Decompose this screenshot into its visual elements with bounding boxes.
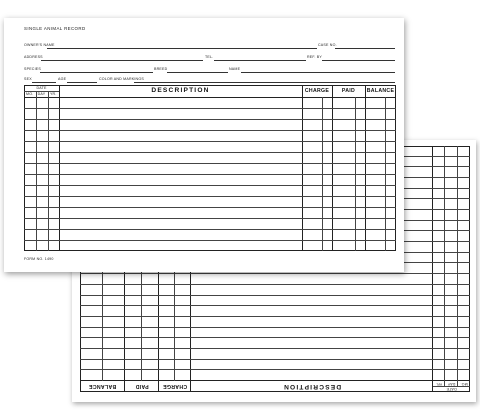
front-header-description: DESCRIPTION bbox=[151, 87, 210, 94]
front-header-divider bbox=[24, 97, 396, 98]
back-header-balance: BALANCE bbox=[88, 383, 117, 389]
ref-by-line[interactable] bbox=[322, 60, 395, 61]
tel-label: TEL. bbox=[205, 55, 214, 59]
back-col-date-end bbox=[432, 146, 433, 392]
breed-label: BREED bbox=[154, 67, 168, 71]
front-row-line bbox=[24, 163, 396, 164]
back-row-line bbox=[80, 273, 470, 274]
back-header-day: DAY bbox=[447, 382, 456, 386]
front-row-line bbox=[24, 108, 396, 109]
back-row-line bbox=[80, 284, 470, 285]
front-record-card bbox=[4, 18, 404, 272]
back-header-mo: MO. bbox=[460, 382, 468, 386]
back-col-day-yr bbox=[444, 146, 445, 387]
front-row-line bbox=[24, 141, 396, 142]
front-header-charge: CHARGE bbox=[304, 88, 330, 94]
front-col-day-yr bbox=[48, 91, 49, 251]
name-label: NAME bbox=[229, 67, 241, 71]
front-row-line bbox=[24, 218, 396, 219]
front-row-line bbox=[24, 207, 396, 208]
front-header-day: DAY bbox=[37, 92, 46, 96]
name-line[interactable] bbox=[241, 72, 395, 73]
address-line[interactable] bbox=[41, 60, 203, 61]
back-row-line bbox=[80, 359, 470, 360]
back-row-line bbox=[80, 295, 470, 296]
front-header-date: DATE bbox=[36, 86, 47, 90]
front-row-line bbox=[24, 152, 396, 153]
front-row-line bbox=[24, 240, 396, 241]
front-col-charge-end bbox=[332, 85, 333, 251]
front-header-mo: MO. bbox=[26, 92, 34, 96]
address-label: ADDRESS bbox=[24, 55, 43, 59]
case-no-label: CASE NO. bbox=[318, 43, 337, 47]
front-header-balance: BALANCE bbox=[366, 88, 395, 94]
age-line[interactable] bbox=[67, 82, 97, 83]
back-header-description: DESCRIPTION bbox=[282, 383, 342, 390]
back-header-divider bbox=[80, 380, 470, 381]
ref-by-label: REF. BY bbox=[307, 55, 322, 59]
color-markings-line[interactable] bbox=[134, 82, 395, 83]
breed-line[interactable] bbox=[167, 72, 228, 73]
owner-name-line[interactable] bbox=[47, 48, 317, 49]
tel-line[interactable] bbox=[214, 60, 306, 61]
form-number: FORM NO. 1490 bbox=[24, 257, 54, 261]
front-header-paid: PAID bbox=[341, 88, 356, 94]
back-header-date: DATE bbox=[446, 387, 457, 392]
owner-name-label: OWNER'S NAME bbox=[24, 43, 55, 47]
back-col-mo-day bbox=[457, 146, 458, 387]
front-col-mo-day bbox=[36, 91, 37, 251]
back-row-line bbox=[80, 316, 470, 317]
back-row-line bbox=[80, 305, 470, 306]
front-col-date-end bbox=[59, 85, 60, 251]
sex-label: SEX bbox=[24, 77, 32, 81]
back-header-charge: CHARGE bbox=[162, 383, 188, 389]
back-row-line bbox=[80, 348, 470, 349]
back-row-line bbox=[80, 369, 470, 370]
back-header-yr: YR. bbox=[435, 382, 443, 386]
front-row-line bbox=[24, 196, 396, 197]
sex-line[interactable] bbox=[32, 82, 56, 83]
front-col-desc-end bbox=[302, 85, 303, 251]
form-title: SINGLE ANIMAL RECORD bbox=[24, 26, 86, 31]
front-row-line bbox=[24, 174, 396, 175]
case-no-line[interactable] bbox=[335, 48, 395, 49]
front-row-line bbox=[24, 229, 396, 230]
front-row-line bbox=[24, 130, 396, 131]
species-line[interactable] bbox=[40, 72, 153, 73]
back-row-line bbox=[80, 337, 470, 338]
species-label: SPECIES bbox=[24, 67, 41, 71]
front-row-line bbox=[24, 185, 396, 186]
back-row-line bbox=[80, 327, 470, 328]
color-markings-label: COLOR AND MARKINGS bbox=[99, 77, 144, 81]
front-table-frame bbox=[24, 85, 396, 251]
front-col-paid-end bbox=[365, 85, 366, 251]
age-label: AGE bbox=[58, 77, 67, 81]
front-header-yr: YR. bbox=[49, 92, 57, 96]
front-row-line bbox=[24, 119, 396, 120]
back-header-paid: PAID bbox=[135, 383, 149, 389]
